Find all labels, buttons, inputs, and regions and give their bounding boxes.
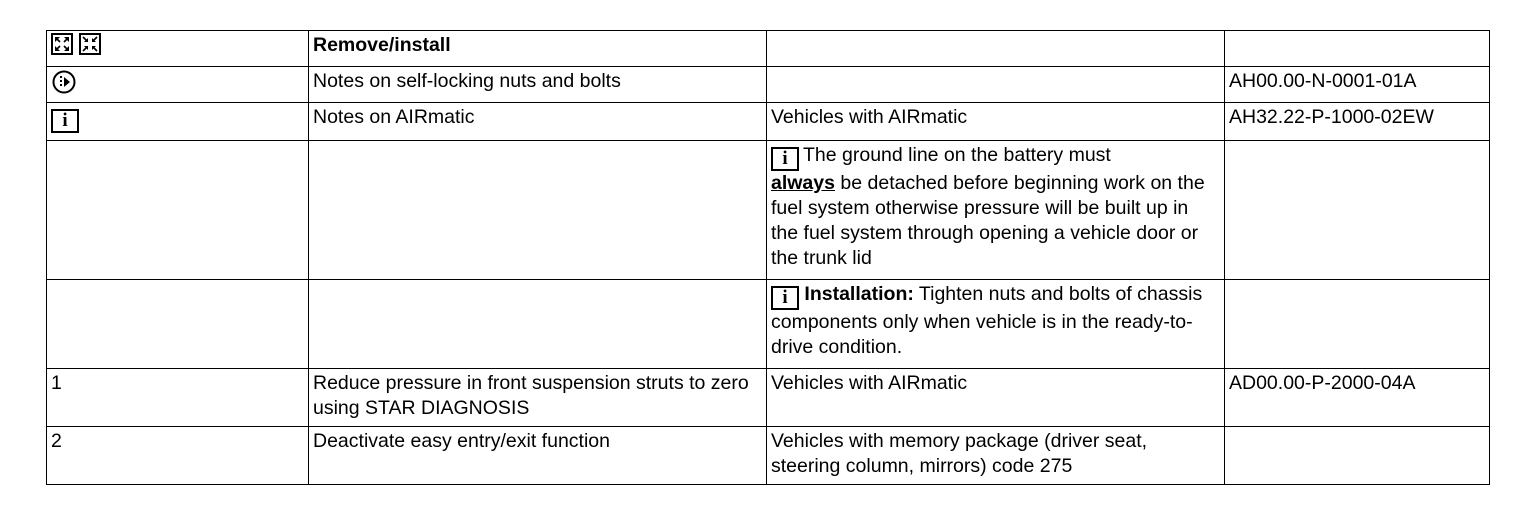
table-row xyxy=(47,369,1490,427)
installation-text: Tighten nuts and bolts of chassis components only when vehicle is in the ready-to-drive condition. xyxy=(771,283,1203,358)
action-cell: Remove/install xyxy=(309,31,767,67)
step-number: 1 xyxy=(47,369,309,427)
reference-link[interactable]: AD00.00-P-2000-04A xyxy=(1225,369,1490,427)
self-locking-nut-icon xyxy=(51,69,77,95)
action-cell: Notes on AIRmatic xyxy=(309,103,767,141)
step-number: 2 xyxy=(47,427,309,485)
reference-cell xyxy=(1225,427,1490,485)
step-cell xyxy=(47,67,309,103)
installation-label: Installation: xyxy=(804,283,914,305)
table-row xyxy=(47,141,1490,280)
procedure-table xyxy=(46,30,1490,485)
action-cell: Deactivate easy entry/exit function xyxy=(309,427,767,485)
table-row xyxy=(47,31,1490,67)
condition-cell xyxy=(767,31,1225,67)
condition-cell xyxy=(767,67,1225,103)
info-icon: i xyxy=(771,286,799,310)
condition-cell: Vehicles with AIRmatic xyxy=(767,103,1225,141)
info-icon: i xyxy=(51,109,79,133)
reference-cell xyxy=(1225,31,1490,67)
note-text-post: be detached before beginning work on the fuel system otherwise pressure will be built up in the fuel system through opening a vehicle door or the trunk lid xyxy=(771,172,1205,269)
note-cell-installation xyxy=(767,280,1225,369)
condition-cell: Vehicles with memory package (driver seat, steering column, mirrors) code 275 xyxy=(767,427,1225,485)
step-cell xyxy=(47,31,309,67)
step-cell xyxy=(47,141,309,280)
table-row xyxy=(47,103,1490,141)
condition-cell: Vehicles with AIRmatic xyxy=(767,369,1225,427)
expand-arrows-icon xyxy=(51,33,73,55)
reference-link[interactable]: AH32.22-P-1000-02EW xyxy=(1225,103,1490,141)
action-cell: Reduce pressure in front suspension struts to zero using STAR DIAGNOSIS xyxy=(309,369,767,427)
reference-cell xyxy=(1225,280,1490,369)
info-icon: i xyxy=(771,147,799,171)
step-cell xyxy=(47,103,309,141)
table-row xyxy=(47,427,1490,485)
note-text-pre: The ground line on the battery must xyxy=(803,144,1111,166)
reference-link[interactable]: AH00.00-N-0001-01A xyxy=(1225,67,1490,103)
step-cell xyxy=(47,280,309,369)
reference-cell xyxy=(1225,141,1490,280)
action-cell xyxy=(309,280,767,369)
table-row xyxy=(47,67,1490,103)
collapse-arrows-icon xyxy=(79,33,101,55)
table-row xyxy=(47,280,1490,369)
note-cell-ground-line xyxy=(767,141,1225,280)
note-emphasis: always xyxy=(771,172,835,194)
action-cell xyxy=(309,141,767,280)
action-cell: Notes on self-locking nuts and bolts xyxy=(309,67,767,103)
